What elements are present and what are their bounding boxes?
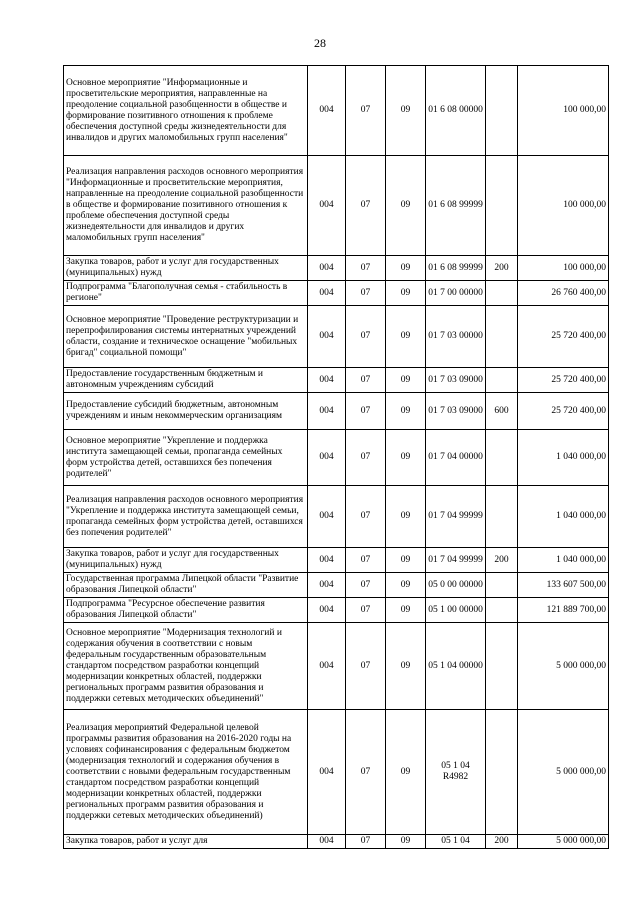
row-amount: 1 040 000,00 [518,548,609,573]
row-name: Реализация мероприятий Федеральной целевой программы развития образования на 2016-2020 годы на условиях софинансирования с федеральным бюджетом (модернизация технологий и содержания обучения в соответствии с новыми федеральным государственным стандартом посредством разработки концепций модернизации конкретных областей, поддержки региональных программ развития образования и поддержки сетевых методических объединений) [64,710,308,835]
row-target-code: 05 0 00 00000 [426,573,486,598]
row-admin-code: 004 [308,306,346,368]
table-row [64,623,609,710]
table-row [64,368,609,393]
row-target-code: 01 7 03 09000 [426,368,486,393]
row-name: Реализация направления расходов основного мероприятия "Укрепление и поддержка института замещающей семьи, пропаганда семейных форм устройства детей, оставшихся без попечения родителей" [64,486,308,548]
row-target-code: 01 7 04 99999 [426,548,486,573]
row-amount: 100 000,00 [518,156,609,256]
budget-table [63,65,609,849]
row-name: Закупка товаров, работ и услуг для [64,835,308,849]
row-subsection: 09 [386,598,426,623]
row-section: 07 [346,486,386,548]
row-admin-code: 004 [308,548,346,573]
table-row [64,256,609,281]
row-section: 07 [346,368,386,393]
row-subsection: 09 [386,835,426,849]
row-amount: 133 607 500,00 [518,573,609,598]
row-admin-code: 004 [308,598,346,623]
row-target-code: 01 6 08 99999 [426,256,486,281]
row-admin-code: 004 [308,281,346,306]
row-amount: 25 720 400,00 [518,393,609,430]
table-row [64,156,609,256]
row-section: 07 [346,306,386,368]
table-row [64,710,609,835]
row-subsection: 09 [386,156,426,256]
table-row [64,281,609,306]
row-subsection: 09 [386,486,426,548]
row-expense-type [486,486,518,548]
row-admin-code: 004 [308,368,346,393]
table-row [64,393,609,430]
table-row [64,598,609,623]
row-section: 07 [346,430,386,486]
row-admin-code: 004 [308,430,346,486]
row-section: 07 [346,835,386,849]
row-amount: 100 000,00 [518,256,609,281]
row-subsection: 09 [386,368,426,393]
row-name: Основное мероприятие "Информационные и просветительские мероприятия, направленные на преодоление социальной разобщенности в обществе и формирование позитивного отношения к проблеме обеспечения доступной среды жизнедеятельности для инвалидов и других маломобильных групп населения" [64,66,308,156]
row-admin-code: 004 [308,66,346,156]
row-expense-type: 200 [486,835,518,849]
table-row [64,66,609,156]
row-expense-type [486,281,518,306]
row-amount: 26 760 400,00 [518,281,609,306]
row-subsection: 09 [386,306,426,368]
row-expense-type [486,598,518,623]
row-target-code: 01 7 04 00000 [426,430,486,486]
row-target-code: 01 7 03 09000 [426,393,486,430]
row-subsection: 09 [386,548,426,573]
row-amount: 5 000 000,00 [518,623,609,710]
row-section: 07 [346,710,386,835]
row-amount: 1 040 000,00 [518,486,609,548]
table-row [64,835,609,849]
table-row [64,486,609,548]
row-subsection: 09 [386,393,426,430]
row-admin-code: 004 [308,156,346,256]
row-amount: 25 720 400,00 [518,368,609,393]
table-row [64,548,609,573]
row-expense-type [486,710,518,835]
row-section: 07 [346,393,386,430]
row-admin-code: 004 [308,573,346,598]
row-admin-code: 004 [308,486,346,548]
row-name: Закупка товаров, работ и услуг для государственных (муниципальных) нужд [64,548,308,573]
row-subsection: 09 [386,430,426,486]
table-row [64,430,609,486]
table-row [64,306,609,368]
row-expense-type [486,368,518,393]
row-expense-type: 200 [486,548,518,573]
row-amount: 25 720 400,00 [518,306,609,368]
row-expense-type [486,573,518,598]
row-expense-type: 600 [486,393,518,430]
row-admin-code: 004 [308,256,346,281]
row-amount: 5 000 000,00 [518,710,609,835]
row-section: 07 [346,281,386,306]
row-section: 07 [346,598,386,623]
row-section: 07 [346,623,386,710]
row-name: Основное мероприятие "Укрепление и поддержка института замещающей семьи, пропаганда семейных форм устройства детей, оставшихся без попечения родителей" [64,430,308,486]
row-admin-code: 004 [308,393,346,430]
row-name: Закупка товаров, работ и услуг для государственных (муниципальных) нужд [64,256,308,281]
row-expense-type [486,430,518,486]
table-row [64,573,609,598]
row-subsection: 09 [386,281,426,306]
row-name: Предоставление государственным бюджетным и автономным учреждениям субсидий [64,368,308,393]
row-name: Реализация направления расходов основного мероприятия "Информационные и просветительские мероприятия, направленные на преодоление социальной разобщенности в обществе и формирование позитивного отношения к проблеме обеспечения доступной среды жизнедеятельности для инвалидов и других маломобильных групп населения" [64,156,308,256]
row-amount: 121 889 700,00 [518,598,609,623]
row-amount: 1 040 000,00 [518,430,609,486]
row-section: 07 [346,548,386,573]
row-target-code: 05 1 04 [426,835,486,849]
row-subsection: 09 [386,256,426,281]
row-name: Предоставление субсидий бюджетным, автономным учреждениям и иным некоммерческим организациям [64,393,308,430]
row-expense-type [486,66,518,156]
row-section: 07 [346,66,386,156]
row-section: 07 [346,573,386,598]
row-name: Государственная программа Липецкой области "Развитие образования Липецкой области" [64,573,308,598]
row-admin-code: 004 [308,710,346,835]
row-target-code: 01 7 03 00000 [426,306,486,368]
row-expense-type [486,306,518,368]
row-target-code: 05 1 04 R4982 [426,710,486,835]
row-name: Подпрограмма "Благополучная семья - стабильность в регионе" [64,281,308,306]
row-target-code: 01 6 08 00000 [426,66,486,156]
page-number: 28 [314,36,326,50]
row-target-code: 01 7 00 00000 [426,281,486,306]
row-target-code: 01 6 08 99999 [426,156,486,256]
row-subsection: 09 [386,710,426,835]
row-subsection: 09 [386,573,426,598]
row-name: Основное мероприятие "Проведение реструктуризации и перепрофилирования системы интернатных учреждений области, создание и техническое оснащение "мобильных бригад" социальной помощи" [64,306,308,368]
row-subsection: 09 [386,623,426,710]
row-name: Основное мероприятие "Модернизация технологий и содержания обучения в соответствии с новым федеральным государственным образовательным стандартом посредством разработки концепций модернизации конкретных областей, поддержки региональных программ развития образования и поддержки сетевых методических объединений" [64,623,308,710]
row-amount: 5 000 000,00 [518,835,609,849]
row-section: 07 [346,256,386,281]
row-admin-code: 004 [308,835,346,849]
row-name: Подпрограмма "Ресурсное обеспечение развития образования Липецкой области" [64,598,308,623]
row-target-code: 05 1 04 00000 [426,623,486,710]
row-target-code: 01 7 04 99999 [426,486,486,548]
row-amount: 100 000,00 [518,66,609,156]
row-expense-type [486,156,518,256]
row-section: 07 [346,156,386,256]
row-target-code: 05 1 00 00000 [426,598,486,623]
row-expense-type: 200 [486,256,518,281]
row-admin-code: 004 [308,623,346,710]
row-subsection: 09 [386,66,426,156]
row-expense-type [486,623,518,710]
